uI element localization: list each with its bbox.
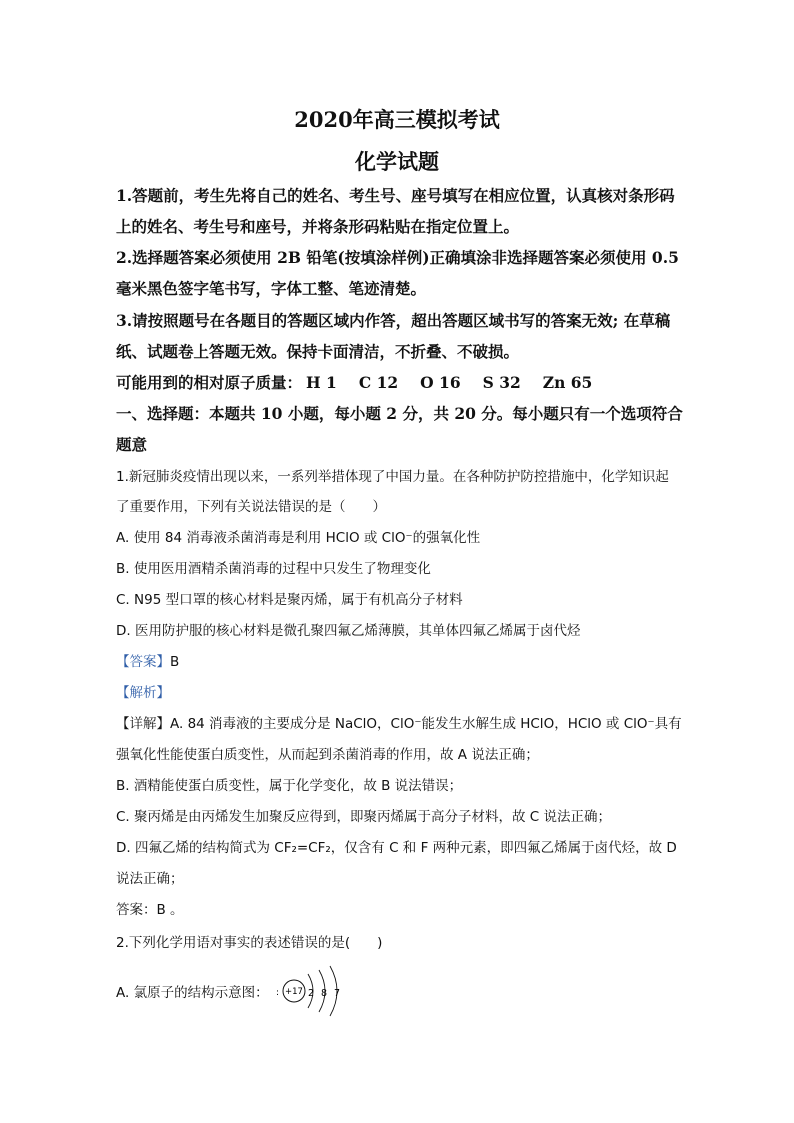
instruction-line: 毫米黑色签字笔书写，字体工整、笔迹清楚。 xyxy=(116,279,427,298)
instruction-line: 3.请按照题号在各题目的答题区域内作答，超出答题区域书写的答案无效; 在草稿 xyxy=(116,311,671,330)
section-heading: 一、选择题：本题共 10 小题，每小题 2 分，共 20 分。每小题只有一个选项符合 xyxy=(116,404,683,423)
q1-stem: 1.新冠肺炎疫情出现以来，一系列举措体现了中国力量。在各种防护防控措施中，化学知识起 xyxy=(116,469,669,485)
q1-option-d: D. 医用防护服的核心材料是微孔聚四氟乙烯薄膜，其单体四氟乙烯属于卤代烃 xyxy=(116,623,581,639)
answer-tag: 【答案】 xyxy=(116,654,170,670)
instruction-line: 纸、试题卷上答题无效。保持卡面清洁，不折叠、不破损。 xyxy=(116,342,520,361)
q2-option-a xyxy=(116,983,269,1003)
q1-answer-summary: 答案：B 。 xyxy=(116,902,184,918)
exam-subtitle: 化学试题 xyxy=(355,149,439,174)
q1-option-c: C. N95 型口罩的核心材料是聚丙烯，属于有机高分子材料 xyxy=(116,592,463,608)
q2-stem: 2.下列化学用语对事实的表述错误的是( ) xyxy=(116,935,383,951)
q1-detail-line: 说法正确； xyxy=(116,871,184,887)
instruction-line: 1.答题前，考生先将自己的姓名、考生号、座号填写在相应位置，认真核对条形码 xyxy=(116,186,675,205)
atomic-mass-item: S 32 xyxy=(482,373,521,392)
q1-answer-line xyxy=(116,652,179,672)
shell-electron-count: 2 xyxy=(308,988,315,999)
q1-option-a: A. 使用 84 消毒液杀菌消毒是利用 HClO 或 ClO⁻的强氧化性 xyxy=(116,530,481,546)
q1-detail-line: C. 聚丙烯是由丙烯发生加聚反应得到，即聚丙烯属于高分子材料，故 C 说法正确； xyxy=(116,809,612,825)
diagram-lead-dot: : xyxy=(276,988,280,998)
instruction-line: 上的姓名、考生号和座号，并将条形码粘贴在指定位置上。 xyxy=(116,217,520,236)
atomic-mass-line xyxy=(116,373,614,393)
q2-option-a-text: A. 氯原子的结构示意图： xyxy=(116,985,269,1001)
q1-stem: 了重要作用，下列有关说法错误的是（ ） xyxy=(116,499,386,515)
q1-detail-line: 【详解】A. 84 消毒液的主要成分是 NaClO，ClO⁻能发生水解生成 HClO，HClO 或 ClO⁻具有 xyxy=(116,716,682,732)
atomic-mass-item: H 1 xyxy=(306,373,337,392)
q1-detail-line: B. 酒精能使蛋白质变性，属于化学变化，故 B 说法错误； xyxy=(116,778,463,794)
q1-detail-line: 强氧化性能使蛋白质变性，从而起到杀菌消毒的作用，故 A 说法正确； xyxy=(116,747,539,763)
nucleus-charge: +17 xyxy=(285,987,303,997)
exam-title: 2020年高三模拟考试 xyxy=(294,107,500,132)
atomic-mass-item: C 12 xyxy=(358,373,399,392)
q1-detail-line: D. 四氟乙烯的结构简式为 CF₂=CF₂，仅含有 C 和 F 两种元素，即四氟乙烯属于卤代烃，故 D xyxy=(116,840,677,856)
section-heading: 题意 xyxy=(116,435,148,454)
atomic-mass-item: Zn 65 xyxy=(542,373,593,392)
answer-value: B xyxy=(170,654,180,670)
shell-electron-count: 7 xyxy=(334,988,341,999)
instruction-line: 2.选择题答案必须使用 2B 铅笔(按填涂样例)正确填涂非选择题答案必须使用 0.5 xyxy=(116,248,679,267)
shell-electron-count: 8 xyxy=(321,988,328,999)
q1-option-b: B. 使用医用酒精杀菌消毒的过程中只发生了物理变化 xyxy=(116,561,431,577)
analysis-tag: 【解析】 xyxy=(116,685,170,701)
atomic-mass-label: 可能用到的相对原子质量： xyxy=(116,373,303,392)
atomic-mass-item: O 16 xyxy=(420,373,461,392)
chlorine-atom-structure-diagram xyxy=(276,962,356,1022)
